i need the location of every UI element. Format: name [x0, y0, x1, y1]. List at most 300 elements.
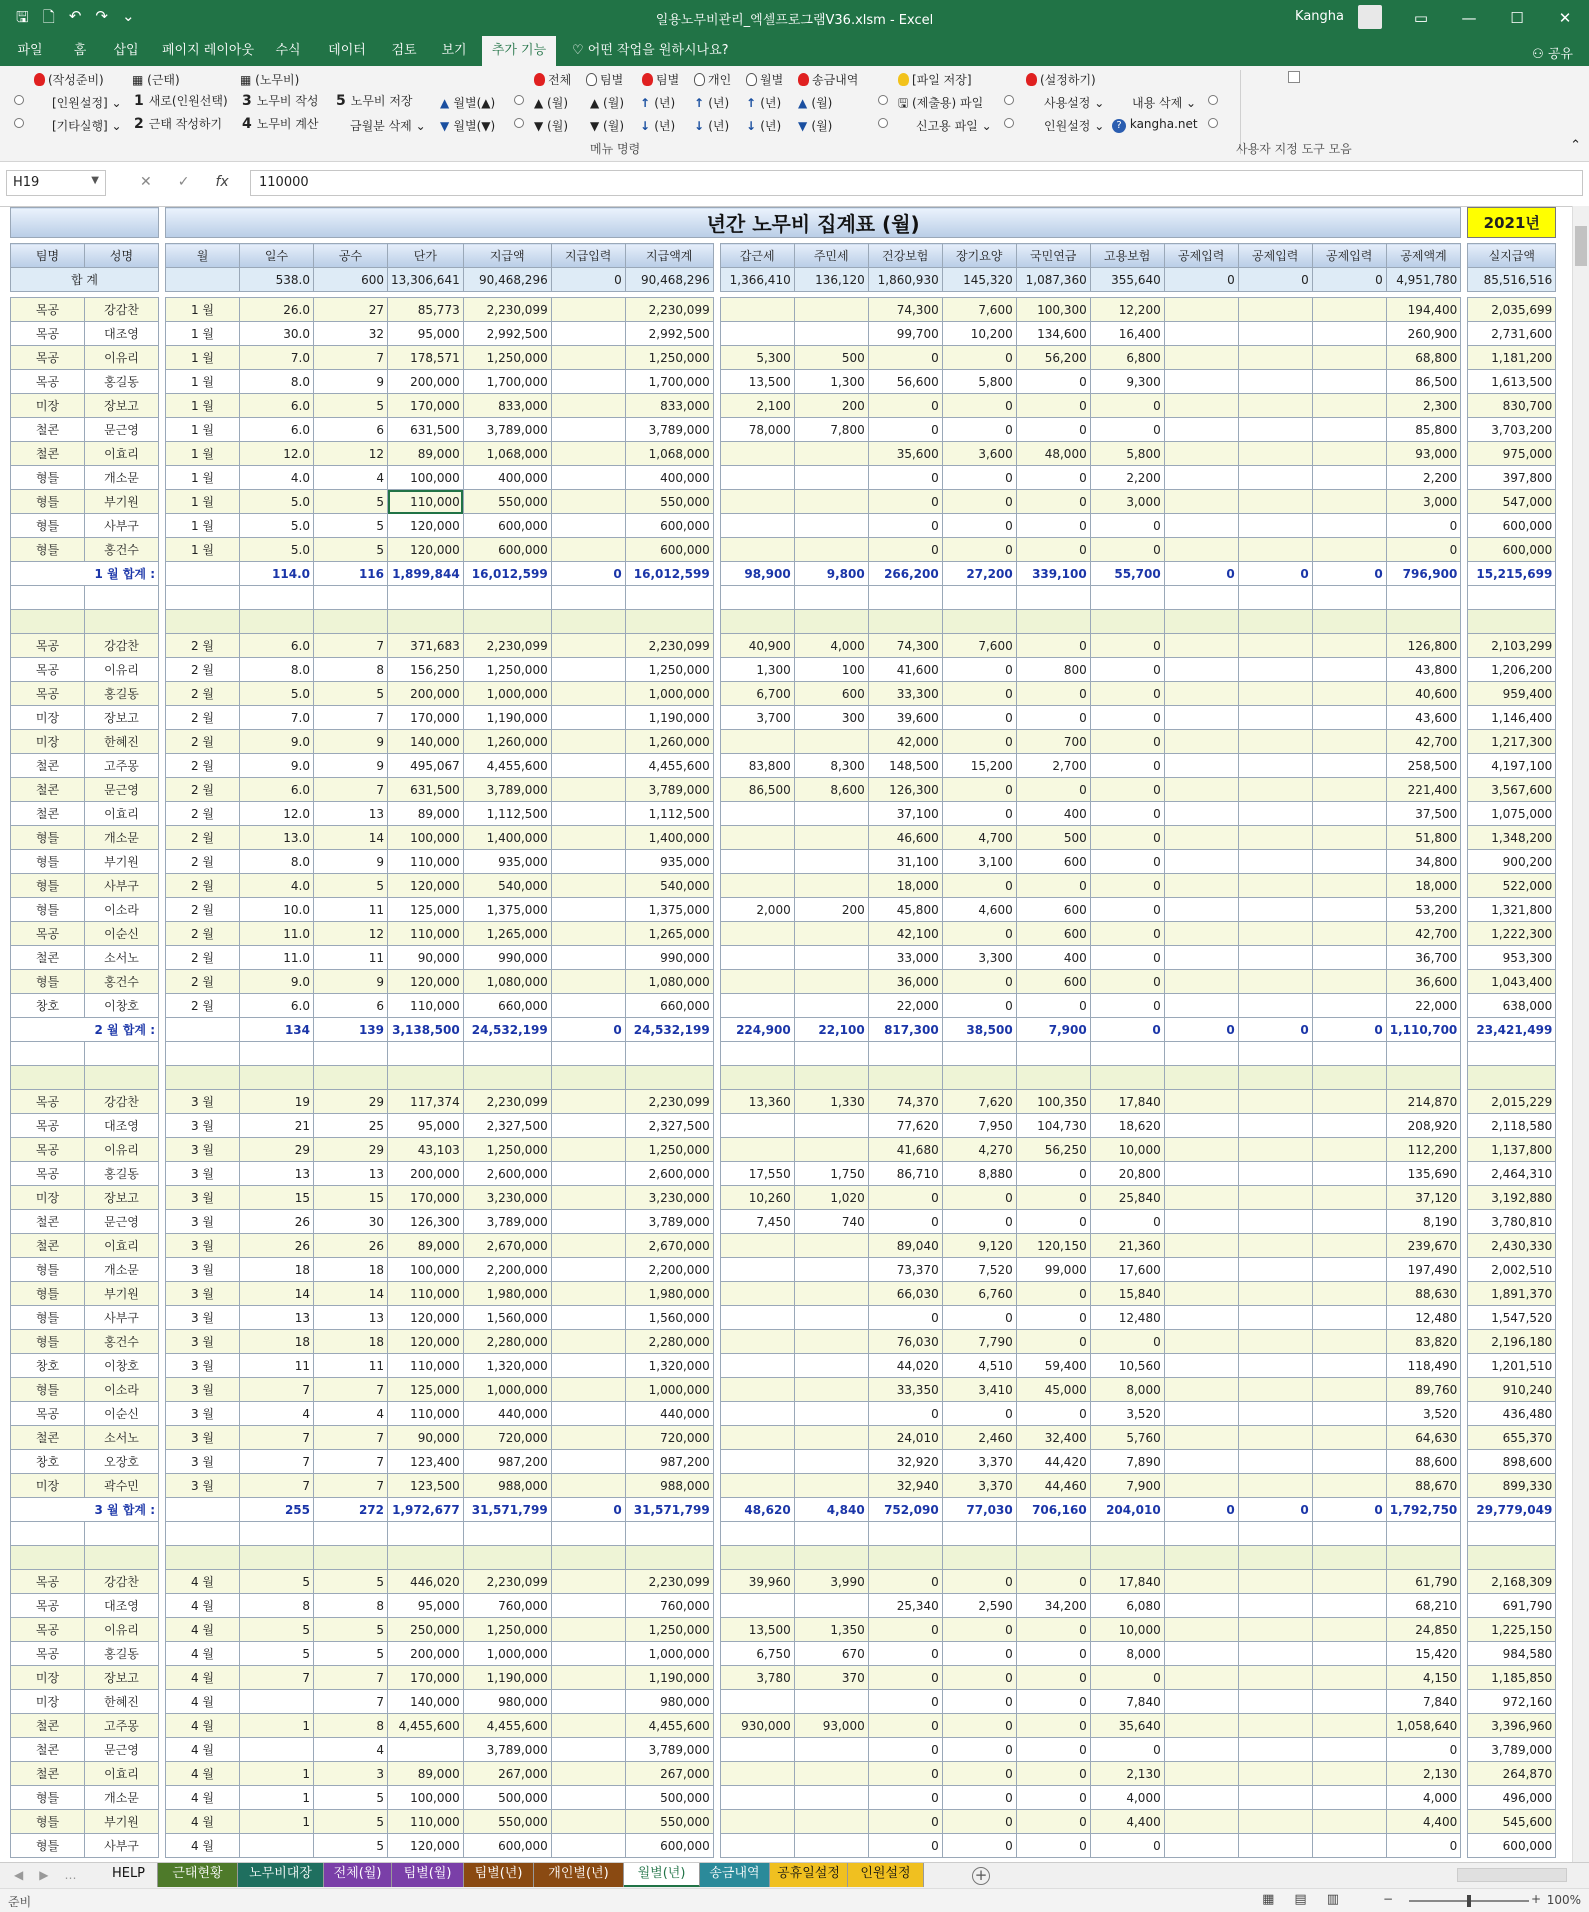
data-cell[interactable]: 0: [942, 1762, 1016, 1786]
data-cell[interactable]: [1312, 1306, 1386, 1330]
subtotal-cell[interactable]: 339,100: [1016, 562, 1090, 586]
radio-7[interactable]: [514, 117, 524, 131]
data-cell[interactable]: [1164, 1354, 1238, 1378]
data-cell[interactable]: 0: [1386, 538, 1461, 562]
data-cell[interactable]: 장보고: [85, 1186, 159, 1210]
subtotal-cell[interactable]: 266,200: [868, 562, 942, 586]
data-cell[interactable]: 대조영: [85, 1114, 159, 1138]
data-cell[interactable]: 0: [1016, 1834, 1090, 1858]
data-cell[interactable]: 1,137,800: [1468, 1138, 1556, 1162]
data-cell[interactable]: [1164, 418, 1238, 442]
data-cell[interactable]: 18: [314, 1330, 388, 1354]
empty-cell[interactable]: [1016, 586, 1090, 610]
empty-cell[interactable]: [11, 1042, 85, 1066]
data-cell[interactable]: 631,500: [388, 418, 464, 442]
data-cell[interactable]: 4 월: [166, 1570, 240, 1594]
data-cell[interactable]: [1164, 754, 1238, 778]
down-year-1[interactable]: [640, 117, 675, 134]
data-cell[interactable]: [551, 1834, 625, 1858]
data-cell[interactable]: 1,891,370: [1468, 1282, 1556, 1306]
data-cell[interactable]: 3,370: [942, 1474, 1016, 1498]
empty-cell[interactable]: [1468, 1042, 1556, 1066]
data-cell[interactable]: 0: [1090, 682, 1164, 706]
data-cell[interactable]: 2,130: [1090, 1762, 1164, 1786]
data-cell[interactable]: 0: [1090, 730, 1164, 754]
empty-cell[interactable]: [314, 1066, 388, 1090]
data-cell[interactable]: 2,200,000: [463, 1258, 551, 1282]
data-cell[interactable]: 200: [794, 898, 868, 922]
data-cell[interactable]: 1,613,500: [1468, 370, 1556, 394]
data-cell[interactable]: 4,000: [1386, 1786, 1461, 1810]
subtotal-cell[interactable]: 0: [1238, 1498, 1312, 1522]
empty-cell[interactable]: [314, 1042, 388, 1066]
data-cell[interactable]: 13: [314, 802, 388, 826]
data-cell[interactable]: 목공: [11, 1138, 85, 1162]
data-cell[interactable]: [1238, 970, 1312, 994]
sheet-title[interactable]: [11, 208, 159, 238]
empty-cell[interactable]: [463, 1042, 551, 1066]
enter-icon[interactable]: ✓: [177, 174, 190, 190]
data-cell[interactable]: [794, 874, 868, 898]
data-cell[interactable]: 목공: [11, 922, 85, 946]
data-cell[interactable]: 0: [942, 1306, 1016, 1330]
empty-cell[interactable]: [314, 1522, 388, 1546]
data-cell[interactable]: [1312, 370, 1386, 394]
undo-icon[interactable]: ↶: [68, 7, 82, 25]
data-cell[interactable]: [1164, 322, 1238, 346]
data-cell[interactable]: 125,000: [388, 898, 464, 922]
data-cell[interactable]: [1312, 730, 1386, 754]
data-cell[interactable]: 208,920: [1386, 1114, 1461, 1138]
user-name[interactable]: Kangha: [1295, 9, 1344, 24]
data-cell[interactable]: 1,190,000: [625, 1666, 713, 1690]
data-cell[interactable]: 14: [314, 1282, 388, 1306]
data-cell[interactable]: [720, 1306, 794, 1330]
data-cell[interactable]: 0: [1016, 1690, 1090, 1714]
empty-cell[interactable]: [1386, 1522, 1461, 1546]
data-cell[interactable]: 78,000: [720, 418, 794, 442]
data-cell[interactable]: [794, 1690, 868, 1714]
empty-cell[interactable]: [240, 586, 314, 610]
data-cell[interactable]: 0: [1090, 754, 1164, 778]
data-cell[interactable]: 5: [314, 1618, 388, 1642]
down-year-2[interactable]: [694, 117, 729, 134]
data-cell[interactable]: 0: [868, 1210, 942, 1234]
data-cell[interactable]: 40,600: [1386, 682, 1461, 706]
data-cell[interactable]: 12,200: [1090, 298, 1164, 322]
data-cell[interactable]: 15,420: [1386, 1642, 1461, 1666]
empty-cell[interactable]: [11, 586, 85, 610]
data-cell[interactable]: 26.0: [240, 298, 314, 322]
data-cell[interactable]: 8,300: [794, 754, 868, 778]
data-cell[interactable]: 83,820: [1386, 1330, 1461, 1354]
data-cell[interactable]: 목공: [11, 346, 85, 370]
empty-cell[interactable]: [625, 610, 713, 634]
data-cell[interactable]: [1312, 874, 1386, 898]
empty-cell[interactable]: [388, 1042, 464, 1066]
data-cell[interactable]: 638,000: [1468, 994, 1556, 1018]
up-year-2[interactable]: [694, 94, 729, 111]
data-cell[interactable]: 35,640: [1090, 1714, 1164, 1738]
data-cell[interactable]: [1312, 514, 1386, 538]
month-subtotal-label[interactable]: 2 월 합계 :: [11, 1018, 159, 1042]
data-cell[interactable]: [1312, 1642, 1386, 1666]
data-cell[interactable]: [1312, 1810, 1386, 1834]
data-cell[interactable]: 2,460: [942, 1426, 1016, 1450]
data-cell[interactable]: [1312, 802, 1386, 826]
data-cell[interactable]: 1,250,000: [625, 1618, 713, 1642]
data-cell[interactable]: 12: [314, 442, 388, 466]
data-cell[interactable]: 0: [1016, 1186, 1090, 1210]
grand-total-cell[interactable]: 538.0: [240, 268, 314, 292]
data-cell[interactable]: 400,000: [463, 466, 551, 490]
data-cell[interactable]: 740: [794, 1210, 868, 1234]
data-cell[interactable]: [1312, 1834, 1386, 1858]
data-cell[interactable]: 2,670,000: [625, 1234, 713, 1258]
data-cell[interactable]: 3,300: [942, 946, 1016, 970]
data-cell[interactable]: 25,840: [1090, 1186, 1164, 1210]
subtotal-cell[interactable]: 204,010: [1090, 1498, 1164, 1522]
data-cell[interactable]: 2 월: [166, 706, 240, 730]
data-cell[interactable]: [1312, 1210, 1386, 1234]
data-cell[interactable]: 0: [1090, 802, 1164, 826]
data-cell[interactable]: 10,560: [1090, 1354, 1164, 1378]
empty-cell[interactable]: [388, 1066, 464, 1090]
data-cell[interactable]: 3,600: [942, 442, 1016, 466]
data-cell[interactable]: 0: [942, 778, 1016, 802]
data-cell[interactable]: 창호: [11, 1354, 85, 1378]
data-cell[interactable]: 1,250,000: [625, 1138, 713, 1162]
data-cell[interactable]: 형틀: [11, 1282, 85, 1306]
data-cell[interactable]: 0: [942, 1642, 1016, 1666]
empty-cell[interactable]: [1386, 1066, 1461, 1090]
data-cell[interactable]: 미장: [11, 1186, 85, 1210]
data-cell[interactable]: [1238, 1690, 1312, 1714]
data-cell[interactable]: 110,000: [388, 850, 464, 874]
subtotal-cell[interactable]: 0: [1090, 1018, 1164, 1042]
data-cell[interactable]: [1238, 1618, 1312, 1642]
data-cell[interactable]: [1238, 538, 1312, 562]
data-cell[interactable]: 45,000: [1016, 1378, 1090, 1402]
grand-total-cell[interactable]: 0: [551, 268, 625, 292]
empty-cell[interactable]: [1238, 610, 1312, 634]
empty-cell[interactable]: [166, 1066, 240, 1090]
empty-cell[interactable]: [1238, 1546, 1312, 1570]
data-cell[interactable]: 100,300: [1016, 298, 1090, 322]
data-cell[interactable]: 5,800: [1090, 442, 1164, 466]
empty-cell[interactable]: [1312, 1066, 1386, 1090]
grand-total-cell[interactable]: 0: [1164, 268, 1238, 292]
data-cell[interactable]: 목공: [11, 658, 85, 682]
data-cell[interactable]: [1164, 634, 1238, 658]
data-cell[interactable]: [794, 1594, 868, 1618]
data-cell[interactable]: [1164, 1378, 1238, 1402]
radio-5[interactable]: [1208, 94, 1218, 108]
data-cell[interactable]: 600: [1016, 850, 1090, 874]
data-cell[interactable]: [1238, 1450, 1312, 1474]
data-cell[interactable]: [1312, 1090, 1386, 1114]
data-cell[interactable]: 1,112,500: [625, 802, 713, 826]
data-cell[interactable]: 178,571: [388, 346, 464, 370]
data-cell[interactable]: 0: [868, 1618, 942, 1642]
data-cell[interactable]: 4,270: [942, 1138, 1016, 1162]
data-cell[interactable]: [1238, 802, 1312, 826]
data-cell[interactable]: 0: [1090, 394, 1164, 418]
data-cell[interactable]: [551, 418, 625, 442]
data-cell[interactable]: 68,800: [1386, 346, 1461, 370]
data-cell[interactable]: 0: [868, 394, 942, 418]
data-cell[interactable]: 3 월: [166, 1186, 240, 1210]
avatar[interactable]: [1358, 5, 1382, 29]
data-cell[interactable]: 5: [314, 514, 388, 538]
data-cell[interactable]: 0: [1090, 1666, 1164, 1690]
data-cell[interactable]: 3 월: [166, 1426, 240, 1450]
data-cell[interactable]: [720, 1738, 794, 1762]
data-cell[interactable]: 32: [314, 322, 388, 346]
data-cell[interactable]: 18: [240, 1330, 314, 1354]
empty-cell[interactable]: [1164, 586, 1238, 610]
data-cell[interactable]: 990,000: [463, 946, 551, 970]
labor-write-button[interactable]: [242, 92, 319, 109]
column-header[interactable]: 실지급액: [1468, 244, 1556, 268]
data-cell[interactable]: [1312, 1138, 1386, 1162]
data-cell[interactable]: [794, 1810, 868, 1834]
data-cell[interactable]: 8.0: [240, 850, 314, 874]
data-cell[interactable]: 26: [240, 1210, 314, 1234]
data-cell[interactable]: [1238, 946, 1312, 970]
data-cell[interactable]: 창호: [11, 994, 85, 1018]
empty-cell[interactable]: [388, 1546, 464, 1570]
data-cell[interactable]: [1164, 1090, 1238, 1114]
other-run-button[interactable]: [기타실행] ⌄: [52, 119, 122, 133]
data-cell[interactable]: 0: [1016, 1714, 1090, 1738]
data-cell[interactable]: [551, 1810, 625, 1834]
empty-cell[interactable]: [1090, 1066, 1164, 1090]
data-cell[interactable]: 100,000: [388, 1258, 464, 1282]
data-cell[interactable]: [551, 970, 625, 994]
grand-total-cell[interactable]: 13,306,641: [388, 268, 464, 292]
subtotal-cell[interactable]: 38,500: [942, 1018, 1016, 1042]
data-cell[interactable]: [1164, 682, 1238, 706]
data-cell[interactable]: [1238, 1474, 1312, 1498]
subtotal-cell[interactable]: 77,030: [942, 1498, 1016, 1522]
data-cell[interactable]: 철콘: [11, 1234, 85, 1258]
data-cell[interactable]: 0: [942, 418, 1016, 442]
data-cell[interactable]: 장보고: [85, 706, 159, 730]
data-cell[interactable]: 부기원: [85, 490, 159, 514]
data-cell[interactable]: [1312, 298, 1386, 322]
data-cell[interactable]: 125,000: [388, 1378, 464, 1402]
data-cell[interactable]: 8: [314, 658, 388, 682]
data-cell[interactable]: 600,000: [625, 1834, 713, 1858]
data-cell[interactable]: [1164, 1690, 1238, 1714]
team-button-2[interactable]: [642, 71, 679, 88]
data-cell[interactable]: [1312, 1570, 1386, 1594]
empty-cell[interactable]: [1016, 1066, 1090, 1090]
subtotal-cell[interactable]: 3,138,500: [388, 1018, 464, 1042]
data-cell[interactable]: [551, 1786, 625, 1810]
data-cell[interactable]: 0: [1090, 1210, 1164, 1234]
data-cell[interactable]: [1238, 370, 1312, 394]
data-cell[interactable]: [551, 538, 625, 562]
data-cell[interactable]: [1312, 466, 1386, 490]
data-cell[interactable]: 철콘: [11, 1738, 85, 1762]
data-cell[interactable]: 형틀: [11, 1258, 85, 1282]
grand-total-cell[interactable]: 90,468,296: [625, 268, 713, 292]
data-cell[interactable]: 목공: [11, 1618, 85, 1642]
monthly-down-button[interactable]: [440, 117, 495, 134]
data-cell[interactable]: 93,000: [1386, 442, 1461, 466]
data-cell[interactable]: 51,800: [1386, 826, 1461, 850]
radio-9[interactable]: [1004, 117, 1014, 131]
data-cell[interactable]: [720, 490, 794, 514]
data-cell[interactable]: 5,800: [942, 370, 1016, 394]
data-cell[interactable]: 2,600,000: [463, 1162, 551, 1186]
data-cell[interactable]: [720, 946, 794, 970]
empty-cell[interactable]: [85, 1522, 159, 1546]
data-cell[interactable]: 13: [240, 1162, 314, 1186]
data-cell[interactable]: 8.0: [240, 370, 314, 394]
data-cell[interactable]: 13,360: [720, 1090, 794, 1114]
data-cell[interactable]: 156,250: [388, 658, 464, 682]
column-header[interactable]: 월: [166, 244, 240, 268]
data-cell[interactable]: 100: [794, 658, 868, 682]
data-cell[interactable]: 2,230,099: [625, 1570, 713, 1594]
data-cell[interactable]: 16,400: [1090, 322, 1164, 346]
use-settings-dropdown[interactable]: 사용설정 ⌄: [1044, 96, 1105, 110]
data-cell[interactable]: 200,000: [388, 1642, 464, 1666]
data-cell[interactable]: 0: [942, 1834, 1016, 1858]
data-cell[interactable]: [1238, 490, 1312, 514]
data-cell[interactable]: 2,168,309: [1468, 1570, 1556, 1594]
data-cell[interactable]: 1,350: [794, 1618, 868, 1642]
data-cell[interactable]: [1164, 802, 1238, 826]
data-cell[interactable]: 0: [1016, 1330, 1090, 1354]
data-cell[interactable]: 0: [868, 1738, 942, 1762]
data-cell[interactable]: 833,000: [463, 394, 551, 418]
subtotal-cell[interactable]: 706,160: [1016, 1498, 1090, 1522]
data-cell[interactable]: 7,800: [794, 418, 868, 442]
empty-cell[interactable]: [625, 586, 713, 610]
data-cell[interactable]: [551, 1210, 625, 1234]
data-cell[interactable]: 660,000: [625, 994, 713, 1018]
data-cell[interactable]: 400,000: [625, 466, 713, 490]
grand-total-cell[interactable]: 355,640: [1090, 268, 1164, 292]
data-cell[interactable]: [1312, 1282, 1386, 1306]
data-cell[interactable]: 사부구: [85, 1834, 159, 1858]
data-cell[interactable]: 3,789,000: [463, 1210, 551, 1234]
data-cell[interactable]: [551, 1402, 625, 1426]
data-cell[interactable]: 0: [942, 706, 1016, 730]
data-cell[interactable]: 2 월: [166, 634, 240, 658]
data-cell[interactable]: 6,800: [1090, 346, 1164, 370]
data-cell[interactable]: [1312, 994, 1386, 1018]
data-cell[interactable]: 600,000: [463, 538, 551, 562]
data-cell[interactable]: 5,760: [1090, 1426, 1164, 1450]
data-cell[interactable]: 140,000: [388, 730, 464, 754]
subtotal-cell[interactable]: [166, 1018, 240, 1042]
empty-cell[interactable]: [1090, 1522, 1164, 1546]
empty-cell[interactable]: [1164, 1522, 1238, 1546]
empty-cell[interactable]: [1468, 1522, 1556, 1546]
data-cell[interactable]: 1,321,800: [1468, 898, 1556, 922]
data-cell[interactable]: [1164, 922, 1238, 946]
data-cell[interactable]: 0: [868, 1402, 942, 1426]
data-cell[interactable]: 975,000: [1468, 442, 1556, 466]
data-cell[interactable]: 29: [314, 1138, 388, 1162]
data-cell[interactable]: 22,000: [868, 994, 942, 1018]
data-cell[interactable]: 0: [1386, 1738, 1461, 1762]
data-cell[interactable]: 철콘: [11, 778, 85, 802]
data-cell[interactable]: [1312, 1162, 1386, 1186]
column-header[interactable]: 단가: [388, 244, 464, 268]
data-cell[interactable]: 1 월: [166, 514, 240, 538]
grand-total-cell[interactable]: 145,320: [942, 268, 1016, 292]
data-cell[interactable]: 목공: [11, 1402, 85, 1426]
data-cell[interactable]: 개소문: [85, 826, 159, 850]
data-cell[interactable]: 5,300: [720, 346, 794, 370]
data-cell[interactable]: 이효리: [85, 1234, 159, 1258]
empty-cell[interactable]: [1164, 1546, 1238, 1570]
radio-4[interactable]: [1004, 94, 1014, 108]
redo-icon[interactable]: ↷: [95, 7, 108, 25]
data-cell[interactable]: [1312, 658, 1386, 682]
data-cell[interactable]: 4,000: [1090, 1786, 1164, 1810]
empty-cell[interactable]: [1238, 1522, 1312, 1546]
data-cell[interactable]: 5.0: [240, 682, 314, 706]
new-select-button[interactable]: [134, 92, 228, 109]
empty-cell[interactable]: [1312, 1546, 1386, 1570]
empty-cell[interactable]: [1090, 1042, 1164, 1066]
data-cell[interactable]: 42,000: [868, 730, 942, 754]
data-cell[interactable]: 264,870: [1468, 1762, 1556, 1786]
data-cell[interactable]: 0: [942, 1810, 1016, 1834]
data-cell[interactable]: 1,075,000: [1468, 802, 1556, 826]
data-cell[interactable]: 1,300: [794, 370, 868, 394]
data-cell[interactable]: 972,160: [1468, 1690, 1556, 1714]
data-cell[interactable]: 홍건수: [85, 538, 159, 562]
data-cell[interactable]: [1312, 1618, 1386, 1642]
empty-cell[interactable]: [625, 1522, 713, 1546]
sheet-tab[interactable]: 월별(년): [624, 1863, 700, 1887]
data-cell[interactable]: 61,790: [1386, 1570, 1461, 1594]
column-header[interactable]: 지급입력: [551, 244, 625, 268]
subtotal-cell[interactable]: 0: [551, 1018, 625, 1042]
data-cell[interactable]: 5: [314, 1810, 388, 1834]
data-cell[interactable]: 3,192,880: [1468, 1186, 1556, 1210]
data-cell[interactable]: [1238, 730, 1312, 754]
empty-cell[interactable]: [1016, 610, 1090, 634]
data-cell[interactable]: 600,000: [463, 1834, 551, 1858]
data-cell[interactable]: 1,980,000: [463, 1282, 551, 1306]
data-cell[interactable]: 6: [314, 994, 388, 1018]
data-cell[interactable]: 95,000: [388, 322, 464, 346]
data-cell[interactable]: 0: [1090, 922, 1164, 946]
data-cell[interactable]: 2,230,099: [625, 634, 713, 658]
data-cell[interactable]: [551, 1618, 625, 1642]
data-cell[interactable]: [1164, 1474, 1238, 1498]
data-cell[interactable]: [794, 1738, 868, 1762]
data-cell[interactable]: 0: [942, 1714, 1016, 1738]
data-cell[interactable]: [1238, 898, 1312, 922]
sheet-tab[interactable]: 근태현황: [158, 1863, 238, 1887]
data-cell[interactable]: 3,100: [942, 850, 1016, 874]
column-header[interactable]: 성명: [85, 244, 159, 268]
data-cell[interactable]: 고주몽: [85, 1714, 159, 1738]
empty-cell[interactable]: [240, 1522, 314, 1546]
data-cell[interactable]: 6,700: [720, 682, 794, 706]
data-cell[interactable]: 12.0: [240, 802, 314, 826]
